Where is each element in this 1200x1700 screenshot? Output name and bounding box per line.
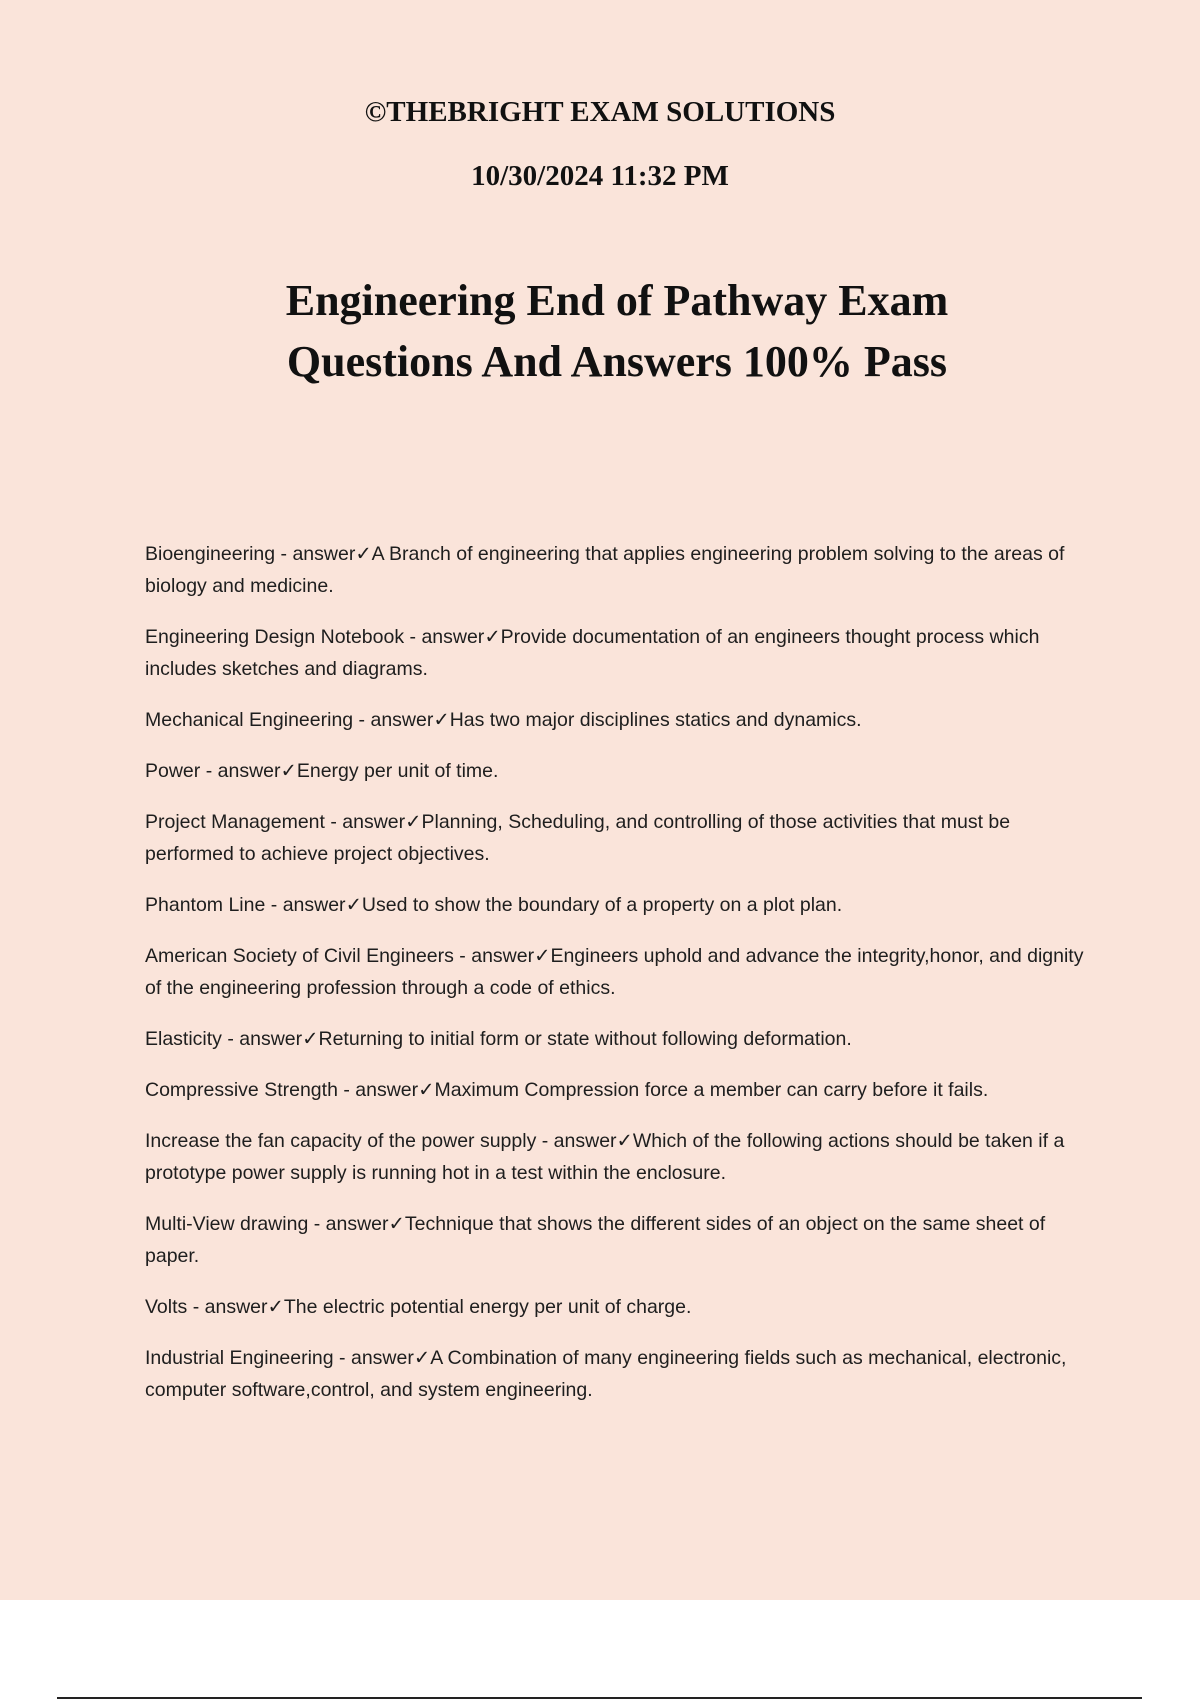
qa-answer-label: answer — [217, 760, 281, 782]
qa-separator: - — [404, 626, 422, 648]
qa-separator: - — [453, 945, 472, 967]
qa-item — [145, 806, 1090, 870]
check-mark-icon: ✓ — [267, 1296, 284, 1318]
qa-term: Increase the fan capacity of the power supply — [145, 1130, 537, 1152]
check-mark-icon: ✓ — [534, 945, 551, 967]
brand-header: ©THEBRIGHT EXAM SOLUTIONS — [364, 96, 836, 128]
qa-answer-label: answer — [325, 1213, 389, 1235]
qa-separator: - — [221, 1028, 240, 1050]
qa-term: American Society of Civil Engineers — [145, 945, 454, 967]
check-mark-icon: ✓ — [388, 1213, 405, 1235]
qa-term: Project Management — [145, 811, 325, 833]
document-title — [0, 270, 1200, 392]
qa-term: Compressive Strength — [145, 1079, 338, 1101]
check-mark-icon: ✓ — [345, 894, 362, 916]
qa-answer-label: answer — [350, 1347, 414, 1369]
check-mark-icon: ✓ — [616, 1130, 633, 1152]
qa-answer-label: answer — [292, 543, 356, 565]
qa-term: Volts — [145, 1296, 188, 1318]
qa-term: Power — [145, 760, 201, 782]
qa-item — [145, 704, 1090, 736]
qa-separator: - — [308, 1213, 326, 1235]
qa-separator: - — [353, 709, 371, 731]
qa-separator: - — [333, 1347, 351, 1369]
qa-separator: - — [536, 1130, 554, 1152]
document-datetime: 10/30/2024 11:32 PM — [471, 160, 729, 192]
qa-item — [145, 538, 1090, 602]
qa-definition: Which of the following actions should be taken if a prototype power supply is running hot in a test within the enclosure. — [145, 1130, 1065, 1184]
qa-term: Bioengineering — [145, 543, 276, 565]
title-line-1: Engineering End of Pathway Exam — [285, 276, 949, 325]
title-line-2: Questions And Answers 100% Pass — [286, 337, 948, 386]
qa-item — [145, 621, 1090, 685]
qa-definition: Energy per unit of time. — [296, 760, 499, 782]
qa-list — [145, 538, 1090, 1425]
check-mark-icon: ✓ — [405, 811, 422, 833]
qa-answer-label: answer — [239, 1028, 303, 1050]
qa-separator: - — [324, 811, 343, 833]
footer-divider — [57, 1697, 1142, 1699]
qa-definition: Technique that shows the different sides of an object on the same sheet of paper. — [145, 1213, 1046, 1267]
qa-item — [145, 1125, 1090, 1189]
qa-definition: A Branch of engineering that applies engineering problem solving to the areas of biology and medicine. — [145, 543, 1065, 597]
qa-answer-label: answer — [282, 894, 346, 916]
check-mark-icon: ✓ — [418, 1079, 435, 1101]
qa-item — [145, 1291, 1090, 1323]
qa-item — [145, 940, 1090, 1004]
check-mark-icon: ✓ — [355, 543, 372, 565]
qa-term: Engineering Design Notebook — [145, 626, 405, 648]
qa-term: Mechanical Engineering — [145, 709, 354, 731]
qa-answer-label: answer — [471, 945, 535, 967]
qa-answer-label: answer — [355, 1079, 419, 1101]
qa-term: Phantom Line — [145, 894, 266, 916]
qa-item — [145, 1342, 1090, 1406]
check-mark-icon: ✓ — [433, 709, 450, 731]
qa-term: Elasticity — [145, 1028, 222, 1050]
qa-definition: Provide documentation of an engineers thought process which includes sketches and diagrams. — [145, 626, 1040, 680]
qa-answer-label: answer — [342, 811, 406, 833]
qa-definition: Maximum Compression force a member can carry before it fails. — [434, 1079, 989, 1101]
qa-item — [145, 1074, 1090, 1106]
qa-item — [145, 1208, 1090, 1272]
qa-term: Industrial Engineering — [145, 1347, 334, 1369]
qa-definition: The electric potential energy per unit of charge. — [283, 1296, 692, 1318]
qa-answer-label: answer — [370, 709, 434, 731]
qa-definition: A Combination of many engineering fields such as mechanical, electronic, computer software,control, and system engineering. — [145, 1347, 1067, 1401]
qa-definition: Returning to initial form or state without following deformation. — [318, 1028, 852, 1050]
qa-item — [145, 1023, 1090, 1055]
qa-definition: Has two major disciplines statics and dynamics. — [449, 709, 862, 731]
check-mark-icon: ✓ — [302, 1028, 319, 1050]
qa-definition: Used to show the boundary of a property on a plot plan. — [361, 894, 843, 916]
qa-answer-label: answer — [421, 626, 485, 648]
check-mark-icon: ✓ — [280, 760, 297, 782]
qa-separator: - — [187, 1296, 205, 1318]
qa-answer-label: answer — [553, 1130, 617, 1152]
qa-item — [145, 889, 1090, 921]
qa-definition: Engineers uphold and advance the integrity,honor, and dignity of the engineering profession through a code of ethics. — [145, 945, 1084, 999]
check-mark-icon: ✓ — [484, 626, 501, 648]
check-mark-icon: ✓ — [413, 1347, 431, 1369]
qa-item — [145, 755, 1090, 787]
qa-answer-label: answer — [204, 1296, 268, 1318]
qa-separator: - — [200, 760, 218, 782]
qa-term: Multi-View drawing — [145, 1213, 309, 1235]
qa-separator: - — [275, 543, 293, 565]
qa-definition: Planning, Scheduling, and controlling of those activities that must be performed to achieve project objectives. — [145, 811, 1011, 865]
qa-separator: - — [265, 894, 283, 916]
qa-separator: - — [337, 1079, 356, 1101]
